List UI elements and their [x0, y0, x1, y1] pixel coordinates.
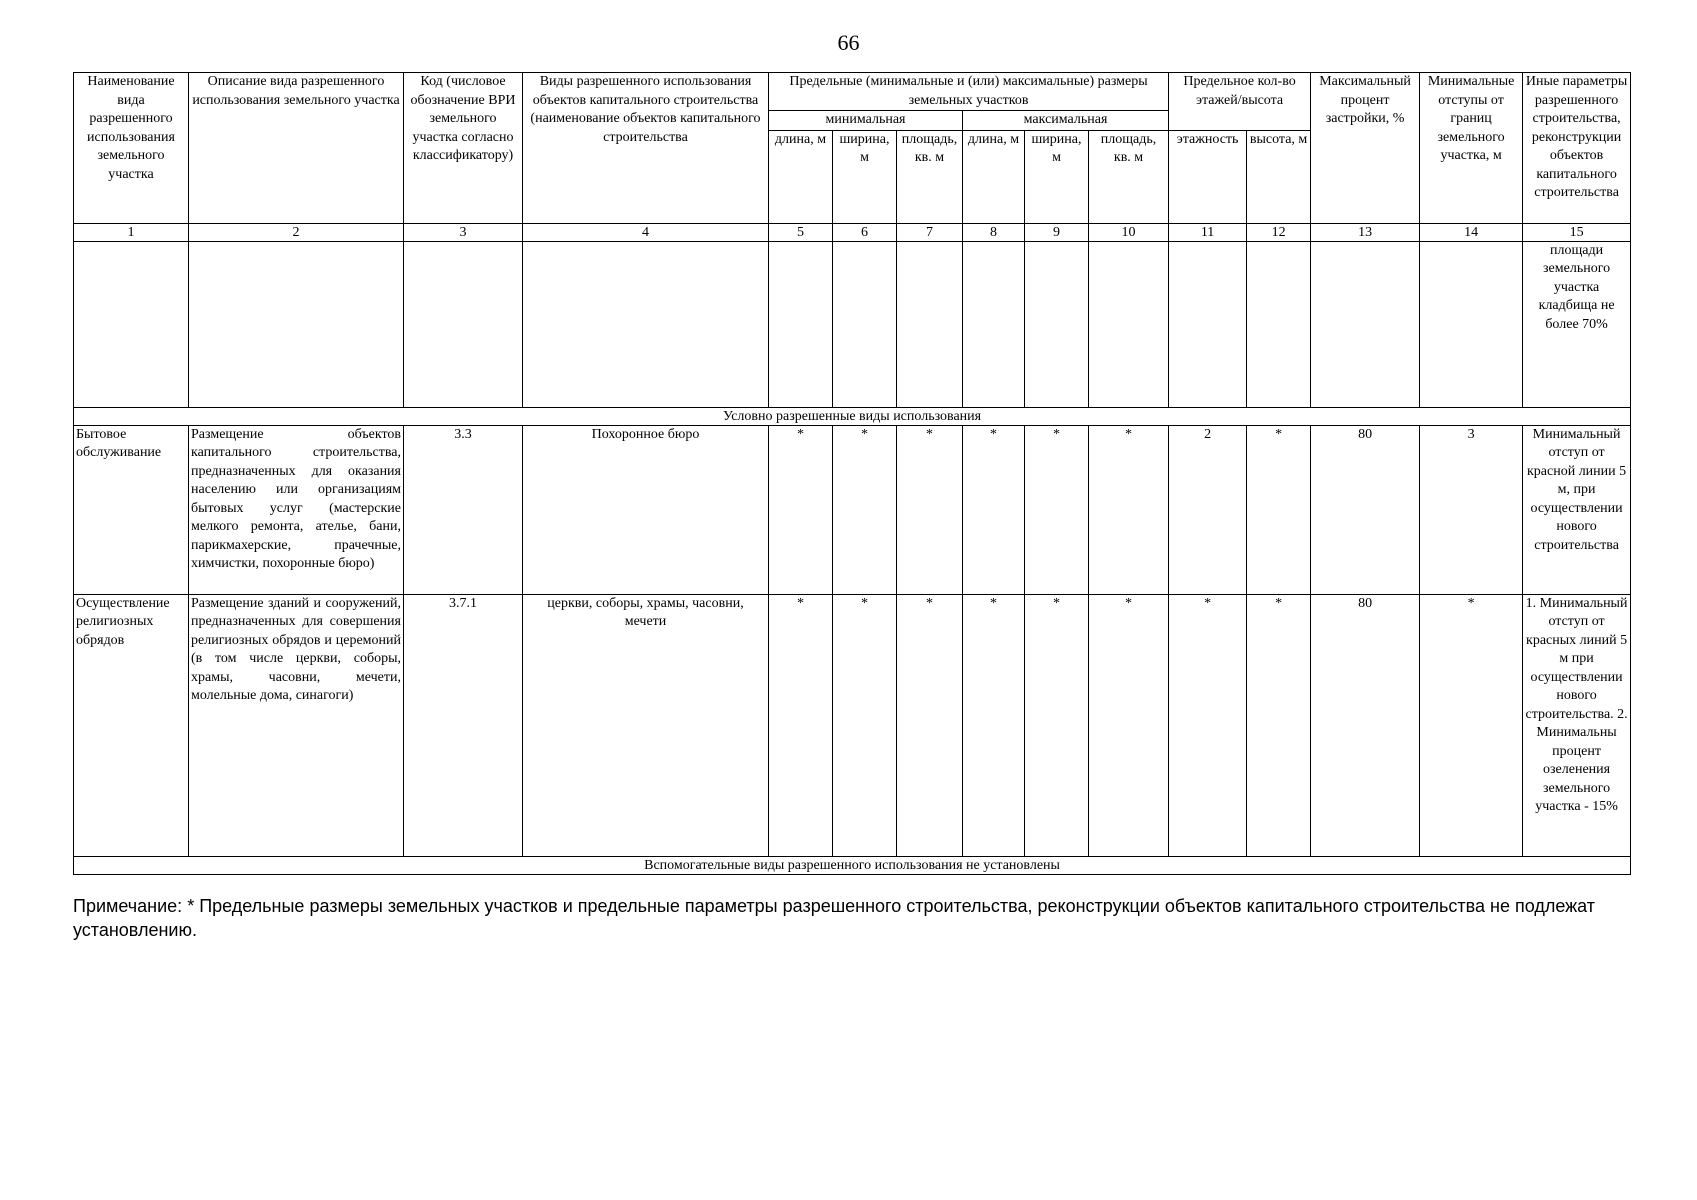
header-col-8: длина, м [963, 130, 1025, 223]
column-number: 7 [897, 223, 963, 241]
cell-other: Минимальный отступ от красной линии 5 м, при осуществлении нового строительства [1523, 425, 1631, 594]
header-col-13: Максимальный процент застройки, % [1311, 73, 1420, 224]
cell-min-area: * [897, 425, 963, 594]
column-number: 13 [1311, 223, 1420, 241]
column-number: 6 [833, 223, 897, 241]
cell-min-length: * [769, 594, 833, 856]
cell-max-area: * [1089, 425, 1169, 594]
cell-max-width: * [1025, 594, 1089, 856]
column-number: 8 [963, 223, 1025, 241]
column-number: 4 [523, 223, 769, 241]
header-group-min: минимальная [769, 111, 963, 131]
cell-min-area: * [897, 594, 963, 856]
cell-min-length: * [769, 425, 833, 594]
column-number-row [74, 223, 1631, 241]
cell-max-area: * [1089, 594, 1169, 856]
cell-height: * [1247, 425, 1311, 594]
cell-min-setback: * [1420, 594, 1523, 856]
header-col-1: Наименование вида разрешенного использования земельного участка [74, 73, 189, 224]
cell-max-build-percent: 80 [1311, 425, 1420, 594]
cell-description: Размещение объектов капитального строительства, предназначенных для оказания населению или организациям бытовых услуг (мастерские мелкого ремонта, ателье, бани, парикмахерские, прачечные, химчистки, похоронные бюро) [189, 425, 404, 594]
section-row [74, 856, 1631, 874]
header-col-12: высота, м [1247, 130, 1311, 223]
footnote: Примечание: * Предельные размеры земельных участков и предельные параметры разрешенного строительства, реконструкции объектов капитального строительства не подлежат установлению. [73, 896, 1596, 940]
cell-max-length: * [963, 425, 1025, 594]
cell-min-width: * [833, 594, 897, 856]
cell-code: 3.3 [404, 425, 523, 594]
table-cell [1089, 241, 1169, 407]
header-group-sizes: Предельные (минимальные и (или) максимальные) размеры земельных участков [769, 73, 1169, 111]
land-use-table [73, 72, 1631, 875]
cell-floors: 2 [1169, 425, 1247, 594]
header-group-max: максимальная [963, 111, 1169, 131]
table-cell [769, 241, 833, 407]
header-col-5: длина, м [769, 130, 833, 223]
column-number: 1 [74, 223, 189, 241]
column-number: 5 [769, 223, 833, 241]
table-cell-other: площади земельного участка кладбища не более 70% [1523, 241, 1631, 407]
table-cell [404, 241, 523, 407]
table-row-continued [74, 241, 1631, 407]
column-number: 10 [1089, 223, 1169, 241]
section-row [74, 407, 1631, 425]
column-number: 14 [1420, 223, 1523, 241]
cell-max-width: * [1025, 425, 1089, 594]
cell-max-length: * [963, 594, 1025, 856]
cell-other: 1. Минимальный отступ от красных линий 5 м при осуществлении нового строительства. 2. Минимальны процент озеленения земельного участка - 15% [1523, 594, 1631, 856]
cell-max-build-percent: 80 [1311, 594, 1420, 856]
header-col-9: ширина, м [1025, 130, 1089, 223]
cell-name: Бытовое обслуживание [74, 425, 189, 594]
cell-height: * [1247, 594, 1311, 856]
header-col-7: площадь, кв. м [897, 130, 963, 223]
header-col-11: этажность [1169, 130, 1247, 223]
page-number: 66 [837, 30, 860, 55]
cell-code: 3.7.1 [404, 594, 523, 856]
table-cell [833, 241, 897, 407]
table-cell [1420, 241, 1523, 407]
table-cell [1311, 241, 1420, 407]
header-row [74, 73, 1631, 111]
header-col-10: площадь, кв. м [1089, 130, 1169, 223]
table-cell [897, 241, 963, 407]
table-cell [1169, 241, 1247, 407]
table-cell [1247, 241, 1311, 407]
header-col-3: Код (числовое обозначение ВРИ земельного участка согласно классификатору) [404, 73, 523, 224]
cell-objects: церкви, соборы, храмы, часовни, мечети [523, 594, 769, 856]
table-cell [1025, 241, 1089, 407]
column-number: 15 [1523, 223, 1631, 241]
cell-name: Осуществление религиозных обрядов [74, 594, 189, 856]
section-auxiliary: Вспомогательные виды разрешенного использования не установлены [74, 856, 1631, 874]
cell-description: Размещение зданий и сооружений, предназначенных для совершения религиозных обрядов и церемоний (в том числе церкви, соборы, храмы, часовни, мечети, молельные дома, синагоги) [189, 594, 404, 856]
column-number: 2 [189, 223, 404, 241]
column-number: 11 [1169, 223, 1247, 241]
header-col-15: Иные параметры разрешенного строительства, реконструкции объектов капитального строительства [1523, 73, 1631, 224]
section-conditional: Условно разрешенные виды использования [74, 407, 1631, 425]
column-number: 3 [404, 223, 523, 241]
table-cell [189, 241, 404, 407]
cell-floors: * [1169, 594, 1247, 856]
column-number: 12 [1247, 223, 1311, 241]
table-cell [523, 241, 769, 407]
header-col-6: ширина, м [833, 130, 897, 223]
table-row [74, 594, 1631, 856]
cell-min-width: * [833, 425, 897, 594]
table-row [74, 425, 1631, 594]
table-cell [74, 241, 189, 407]
cell-min-setback: 3 [1420, 425, 1523, 594]
cell-objects: Похоронное бюро [523, 425, 769, 594]
header-col-2: Описание вида разрешенного использования земельного участка [189, 73, 404, 224]
column-number: 9 [1025, 223, 1089, 241]
table-cell [963, 241, 1025, 407]
header-col-4: Виды разрешенного использования объектов капитального строительства (наименование объектов капитального строительства [523, 73, 769, 224]
header-col-14: Минимальные отступы от границ земельного участка, м [1420, 73, 1523, 224]
header-group-floors: Предельное кол-во этажей/высота [1169, 73, 1311, 131]
